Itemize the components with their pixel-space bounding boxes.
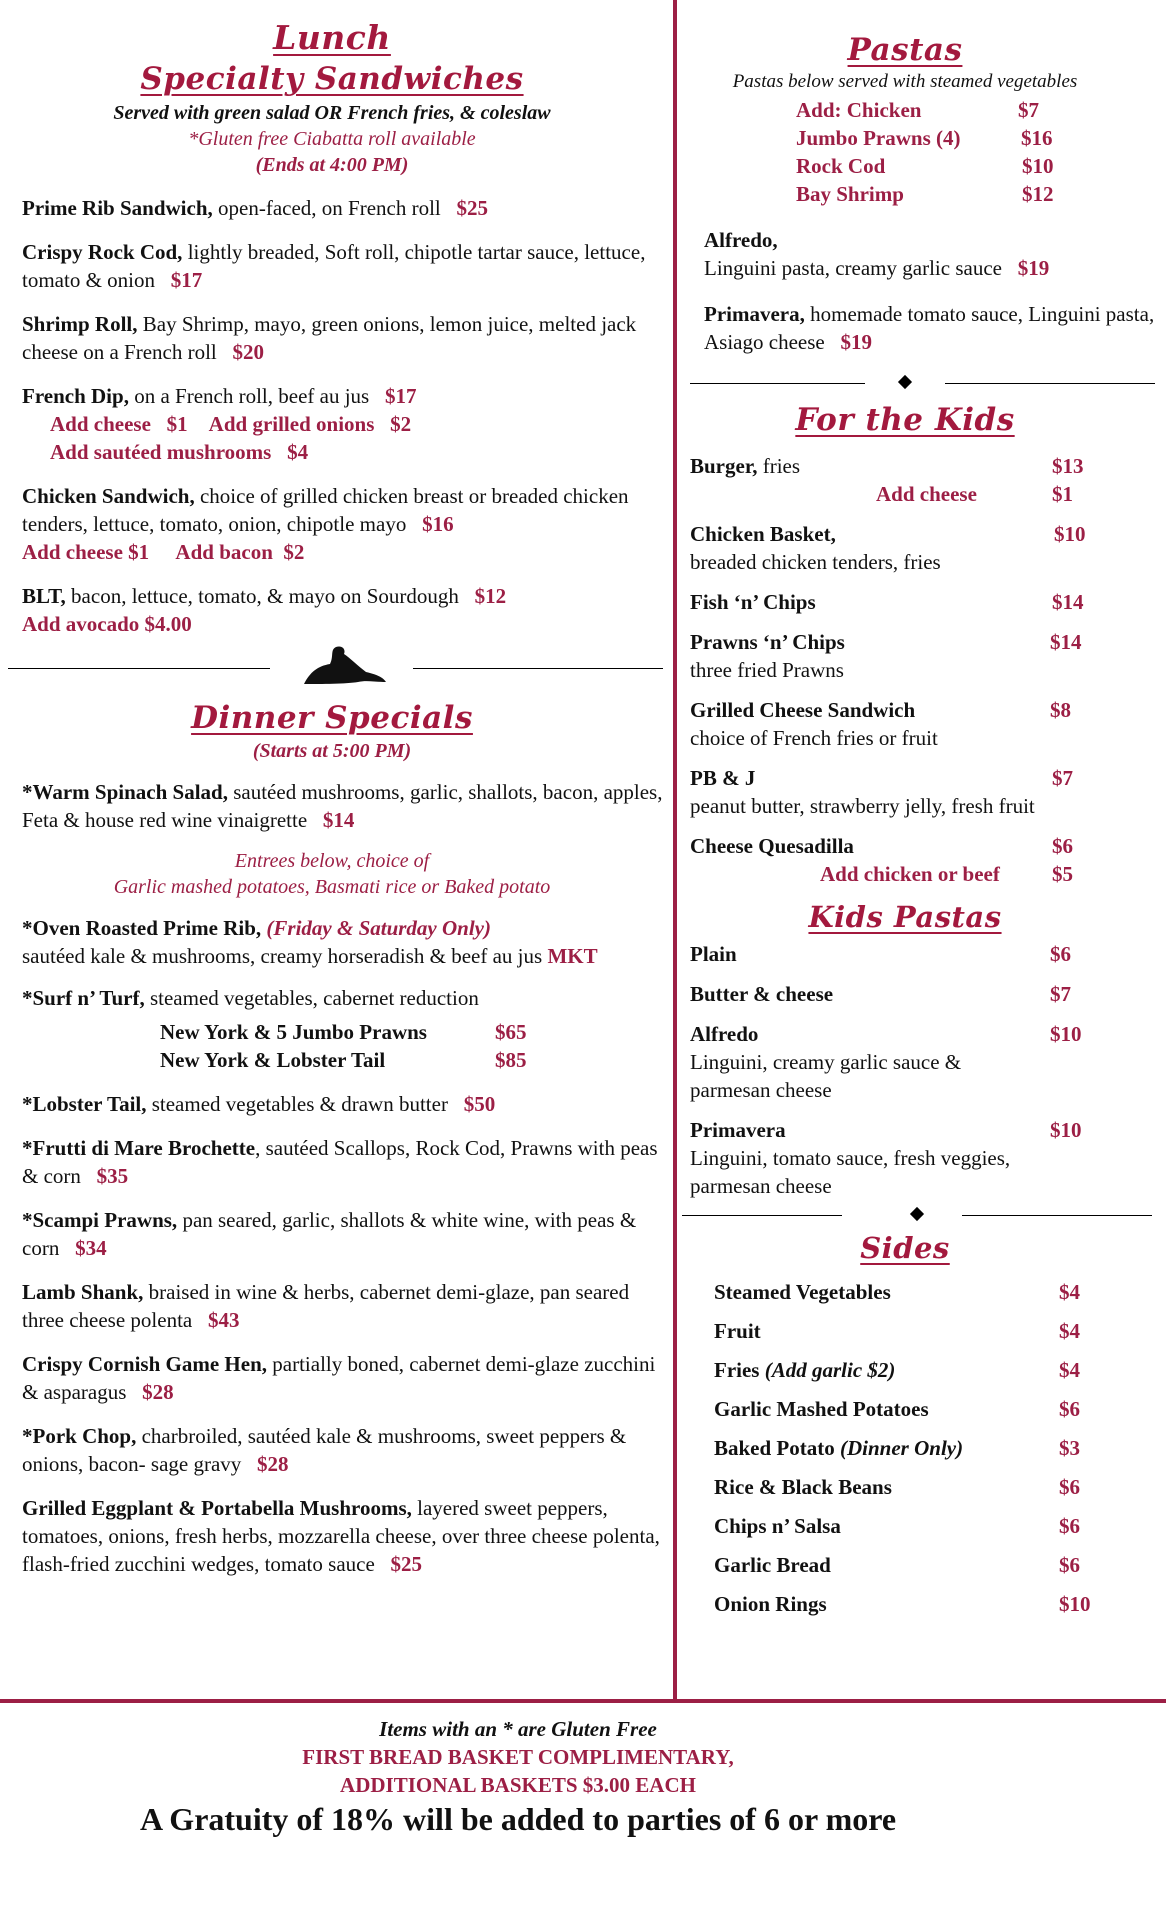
- divider-line: [945, 383, 1155, 384]
- item-price: $7: [1050, 982, 1071, 1006]
- addon-price: $5: [1052, 862, 1073, 886]
- addon-price: $12: [1022, 182, 1054, 206]
- menu-item-scampi-prawns: [22, 1206, 672, 1262]
- item-price: $6: [1050, 942, 1071, 966]
- addon-label: Add chicken or beef: [820, 862, 1000, 886]
- side-item: [714, 1434, 1160, 1462]
- pasta-addon: [796, 124, 1160, 152]
- item-price: $6: [1059, 1397, 1080, 1421]
- item-price: $8: [1050, 698, 1071, 722]
- item-price: $20: [232, 340, 265, 364]
- item-price: $4: [1059, 1319, 1080, 1343]
- item-desc: Linguini, creamy garlic sauce & parmesan cheese: [690, 1050, 962, 1102]
- item-desc: breaded chicken tenders, fries: [690, 550, 941, 574]
- entree-note: [0, 848, 672, 900]
- item-price: $25: [390, 1552, 423, 1576]
- kids-item-burger: [690, 452, 1160, 508]
- item-price: $12: [474, 584, 507, 608]
- item-price: MKT: [547, 944, 598, 968]
- item-price: $50: [463, 1092, 496, 1116]
- item-desc: sautéed mushrooms, garlic, shallots, bacon, apples, Feta & house red wine vinaigrette: [22, 780, 663, 832]
- item-price: $10: [1054, 522, 1086, 546]
- item-desc: partially boned, cabernet demi-glaze zucchini & asparagus: [22, 1352, 656, 1404]
- item-name: *Warm Spinach Salad,: [22, 780, 228, 804]
- item-note: (Dinner Only): [834, 1436, 964, 1460]
- kids-heading: For the Kids: [795, 402, 1015, 438]
- item-desc: choice of French fries or fruit: [690, 726, 938, 750]
- item-name: Onion Rings: [714, 1592, 827, 1616]
- item-price: $6: [1052, 834, 1073, 858]
- item-price: $34: [75, 1236, 107, 1260]
- item-price: $6: [1059, 1553, 1080, 1577]
- dinner-heading: Dinner Specials: [191, 700, 473, 736]
- menu-item-surf-n-turf: [22, 984, 672, 1074]
- addon-label: Add sautéed mushrooms: [50, 440, 272, 464]
- item-name: Cheese Quesadilla: [690, 834, 854, 858]
- item-price: $19: [1017, 256, 1050, 280]
- item-desc: charbroiled, sautéed kale & mushrooms, sweet peppers & onions, bacon- sage gravy: [22, 1424, 627, 1476]
- menu-item-primavera: [690, 300, 1160, 356]
- item-price: $28: [257, 1452, 289, 1476]
- addon-label: Rock Cod: [796, 154, 886, 178]
- entree-note-line-1: Entrees below, choice of: [234, 850, 430, 872]
- seal-icon: [300, 644, 388, 686]
- item-desc: three fried Prawns: [690, 658, 844, 682]
- pastas-heading: Pastas: [847, 32, 963, 68]
- diamond-icon: [910, 1207, 924, 1221]
- item-name: Burger,: [690, 454, 758, 478]
- pasta-addon: [796, 152, 1160, 180]
- menu-item-cornish-game-hen: [22, 1350, 672, 1406]
- side-item: [714, 1395, 1160, 1423]
- french-dip-addons-2: [22, 438, 672, 466]
- side-item: [714, 1278, 1160, 1306]
- item-name: Fries: [714, 1358, 760, 1382]
- item-name: Prawns ‘n’ Chips: [690, 630, 845, 654]
- divider-line: [962, 1215, 1152, 1216]
- kids-pasta-primavera: [690, 1116, 1160, 1200]
- item-desc: bacon, lettuce, tomato, & mayo on Sourdough: [65, 584, 459, 608]
- lunch-header: [22, 18, 672, 178]
- menu-item-shrimp-roll: [22, 310, 672, 366]
- item-name: Garlic Bread: [714, 1553, 831, 1577]
- item-name: *Lobster Tail,: [22, 1092, 147, 1116]
- item-desc: Linguini, tomato sauce, fresh veggies, parmesan cheese: [690, 1146, 1011, 1198]
- seal-divider: [0, 642, 672, 688]
- item-name: Lamb Shank,: [22, 1280, 144, 1304]
- item-name: *Pork Chop,: [22, 1424, 137, 1448]
- blt-addon: Add avocado $4.00: [22, 612, 192, 636]
- item-price: $14: [322, 808, 355, 832]
- pastas-header: [690, 30, 1120, 94]
- item-price: $25: [456, 196, 489, 220]
- surf-options: [22, 1018, 672, 1074]
- item-price: $4: [1059, 1358, 1080, 1382]
- kids-items: [690, 452, 1160, 888]
- item-desc: , sautéed Scallops, Rock Cod, Prawns with peas & corn: [22, 1136, 658, 1188]
- kids-pasta-alfredo: [690, 1020, 1160, 1104]
- dinner-header: [22, 698, 672, 764]
- kids-pastas-header: [690, 898, 1120, 936]
- item-desc: choice of grilled chicken breast or breaded chicken tenders, lettuce, tomato, onion, chipotle mayo: [22, 484, 629, 536]
- menu-item-chicken-sandwich: [22, 482, 672, 566]
- side-item: [714, 1356, 1160, 1384]
- kids-pasta-plain: [690, 940, 1160, 968]
- bread-basket-note: FIRST BREAD BASKET COMPLIMENTARY,: [302, 1745, 734, 1769]
- menu-item-pork-chop: [22, 1422, 672, 1478]
- item-name: Fish ‘n’ Chips: [690, 590, 816, 614]
- surf-option-price: $85: [495, 1048, 527, 1072]
- addon-price: $7: [1018, 98, 1039, 122]
- addon-label: Add cheese $1: [22, 540, 150, 564]
- addon-price: $10: [1022, 154, 1054, 178]
- item-name: Garlic Mashed Potatoes: [714, 1397, 929, 1421]
- item-price: $14: [1050, 630, 1082, 654]
- item-desc: homemade tomato sauce, Linguini pasta, Asiago cheese: [704, 302, 1155, 354]
- left-column: [22, 0, 672, 1578]
- kids-item-prawns-n-chips: [690, 628, 1160, 684]
- dinner-starts-note: (Starts at 5:00 PM): [252, 740, 412, 762]
- surf-option-label: New York & 5 Jumbo Prawns: [160, 1020, 427, 1044]
- kids-pastas-heading: Kids Pastas: [808, 900, 1002, 934]
- served-with-note: Served with green salad OR French fries, & coleslaw: [113, 102, 551, 124]
- menu-item-grilled-eggplant: [22, 1494, 672, 1578]
- item-price: $28: [142, 1380, 174, 1404]
- item-price: $14: [1052, 590, 1084, 614]
- item-name: *Frutti di Mare Brochette: [22, 1136, 256, 1160]
- column-divider: [673, 0, 677, 1700]
- item-desc: Bay Shrimp, mayo, green onions, lemon juice, melted jack cheese on a French roll: [22, 312, 637, 364]
- item-name: Plain: [690, 942, 737, 966]
- item-price: $3: [1059, 1436, 1080, 1460]
- kids-item-chicken-basket: [690, 520, 1160, 576]
- item-name: Prime Rib Sandwich,: [22, 196, 213, 220]
- addon-label: Add cheese: [50, 412, 151, 436]
- item-name: *Oven Roasted Prime Rib,: [22, 916, 262, 940]
- side-item: [714, 1512, 1160, 1540]
- item-name: Grilled Cheese Sandwich: [690, 698, 916, 722]
- menu-item-blt: [22, 582, 672, 638]
- item-price: $16: [422, 512, 454, 536]
- side-item: [714, 1317, 1160, 1345]
- item-name: Crispy Cornish Game Hen,: [22, 1352, 268, 1376]
- side-item: [714, 1551, 1160, 1579]
- addon-label: Add: Chicken: [796, 98, 922, 122]
- item-price: $10: [1059, 1592, 1091, 1616]
- gluten-free-roll-note: *Gluten free Ciabatta roll available: [188, 128, 476, 150]
- item-name: *Scampi Prawns,: [22, 1208, 178, 1232]
- pasta-addon: [796, 180, 1160, 208]
- item-name: French Dip,: [22, 384, 129, 408]
- lunch-items: [22, 194, 672, 638]
- menu-item-lobster-tail: [22, 1090, 672, 1118]
- kids-header: [690, 400, 1120, 440]
- item-note: (Add garlic $2): [759, 1358, 896, 1382]
- lunch-ends-note: (Ends at 4:00 PM): [255, 154, 409, 176]
- item-price: $10: [1050, 1118, 1082, 1142]
- kids-item-pb-and-j: [690, 764, 1160, 820]
- sides-list: [690, 1278, 1160, 1618]
- item-price: $43: [208, 1308, 240, 1332]
- item-desc: lightly breaded, Soft roll, chipotle tartar sauce, lettuce, tomato & onion: [22, 240, 646, 292]
- menu-item-lamb-shank: [22, 1278, 672, 1334]
- item-note: (Friday & Saturday Only): [261, 916, 491, 940]
- item-desc: sautéed kale & mushrooms, creamy horseradish & beef au jus: [22, 944, 543, 968]
- item-desc: steamed vegetables & drawn butter: [146, 1092, 448, 1116]
- menu-item-prime-rib-sandwich: [22, 194, 672, 222]
- item-name: Steamed Vegetables: [714, 1280, 891, 1304]
- sandwiches-heading: Specialty Sandwiches: [140, 61, 524, 97]
- additional-baskets-note: ADDITIONAL BASKETS $3.00 EACH: [340, 1773, 696, 1797]
- pasta-addons: [690, 96, 1160, 208]
- diamond-icon: [898, 375, 912, 389]
- item-price: $17: [170, 268, 203, 292]
- item-name: Primavera: [690, 1118, 786, 1142]
- kids-pasta-butter-cheese: [690, 980, 1160, 1008]
- item-desc: braised in wine & herbs, cabernet demi-glaze, pan seared three cheese polenta: [22, 1280, 630, 1332]
- addon-price: $16: [1021, 126, 1053, 150]
- item-desc: peanut butter, strawberry jelly, fresh fruit: [690, 794, 1035, 818]
- item-name: Shrimp Roll,: [22, 312, 138, 336]
- side-item: [714, 1590, 1160, 1618]
- item-price: $6: [1059, 1514, 1080, 1538]
- item-name: Butter & cheese: [690, 982, 834, 1006]
- item-desc: on a French roll, beef au jus: [128, 384, 370, 408]
- kids-item-fish-n-chips: [690, 588, 1160, 616]
- gluten-free-legend: Items with an * are Gluten Free: [379, 1717, 657, 1741]
- item-price: $17: [384, 384, 417, 408]
- french-dip-addons: [22, 410, 672, 438]
- item-price: $19: [840, 330, 872, 354]
- menu-item-warm-spinach-salad: [22, 778, 672, 834]
- footer-rule: [0, 1699, 1166, 1703]
- addon-price: $4: [287, 440, 309, 464]
- divider-line: [413, 668, 663, 669]
- addon-price: $2: [283, 540, 305, 564]
- item-name: Rice & Black Beans: [714, 1475, 892, 1499]
- item-desc: fries: [757, 454, 801, 478]
- item-name: Fruit: [714, 1319, 761, 1343]
- diamond-divider: [682, 1200, 1160, 1230]
- item-price: $35: [96, 1164, 129, 1188]
- addon-price: $1: [1052, 482, 1073, 506]
- item-name: Grilled Eggplant & Portabella Mushrooms,: [22, 1496, 412, 1520]
- entree-note-line-2: Garlic mashed potatoes, Basmati rice or Baked potato: [113, 876, 551, 898]
- item-price: $7: [1052, 766, 1073, 790]
- kids-item-grilled-cheese: [690, 696, 1160, 752]
- kids-pastas-items: [690, 940, 1160, 1200]
- sides-header: [690, 1230, 1120, 1266]
- chicken-addons: [22, 538, 672, 566]
- item-name: Chips n’ Salsa: [714, 1514, 841, 1538]
- item-desc: open-faced, on French roll: [212, 196, 441, 220]
- right-column: [690, 0, 1160, 1618]
- diamond-divider: [690, 368, 1160, 398]
- kids-item-cheese-quesadilla: [690, 832, 1160, 888]
- footer: [0, 1715, 1166, 1839]
- item-name: Primavera,: [704, 302, 805, 326]
- item-name: Crispy Rock Cod,: [22, 240, 183, 264]
- menu-item-frutti-di-mare: [22, 1134, 672, 1190]
- item-name: PB & J: [690, 766, 756, 790]
- item-desc: layered sweet peppers, tomatoes, onions, fresh herbs, mozzarella cheese, over three cheese polenta, flash-fried zucchini wedges, tomato sauce: [22, 1496, 660, 1576]
- item-name: Baked Potato: [714, 1436, 835, 1460]
- item-desc: steamed vegetables, cabernet reduction: [144, 986, 479, 1010]
- pastas-note: Pastas below served with steamed vegetables: [732, 71, 1078, 92]
- divider-line: [690, 383, 865, 384]
- lunch-heading: Lunch: [273, 18, 391, 57]
- surf-option-label: New York & Lobster Tail: [160, 1048, 386, 1072]
- item-name: BLT,: [22, 584, 66, 608]
- item-price: $4: [1059, 1280, 1080, 1304]
- pasta-addon: [796, 96, 1160, 124]
- divider-line: [8, 668, 270, 669]
- addon-label: Add grilled onions: [208, 412, 375, 436]
- addon-label: Jumbo Prawns (4): [796, 126, 961, 150]
- item-price: $6: [1059, 1475, 1080, 1499]
- item-name: *Surf n’ Turf,: [22, 986, 145, 1010]
- divider-line: [682, 1215, 842, 1216]
- item-price: $10: [1050, 1022, 1082, 1046]
- addon-label: Add bacon: [175, 540, 273, 564]
- surf-option-price: $65: [495, 1020, 527, 1044]
- sides-heading: Sides: [860, 1231, 950, 1265]
- gratuity-note: A Gratuity of 18% will be added to parties of 6 or more: [139, 1801, 897, 1837]
- item-name: Alfredo: [690, 1022, 759, 1046]
- addon-price: $1: [166, 412, 188, 436]
- item-desc: pan seared, garlic, shallots & white wine, with peas & corn: [22, 1208, 637, 1260]
- addon-price: $2: [390, 412, 412, 436]
- menu-item-prime-rib: [22, 914, 672, 970]
- menu-item-french-dip: [22, 382, 672, 466]
- addon-label: Add cheese: [876, 482, 977, 506]
- menu-item-crispy-rock-cod: [22, 238, 672, 294]
- addon-label: Bay Shrimp: [796, 182, 904, 206]
- menu-item-alfredo: [690, 226, 1160, 282]
- side-item: [714, 1473, 1160, 1501]
- item-name: Chicken Sandwich,: [22, 484, 195, 508]
- item-desc: Linguini pasta, creamy garlic sauce: [704, 256, 1002, 280]
- item-price: $13: [1052, 454, 1084, 478]
- item-name: Chicken Basket,: [690, 522, 836, 546]
- item-name: Alfredo,: [704, 228, 778, 252]
